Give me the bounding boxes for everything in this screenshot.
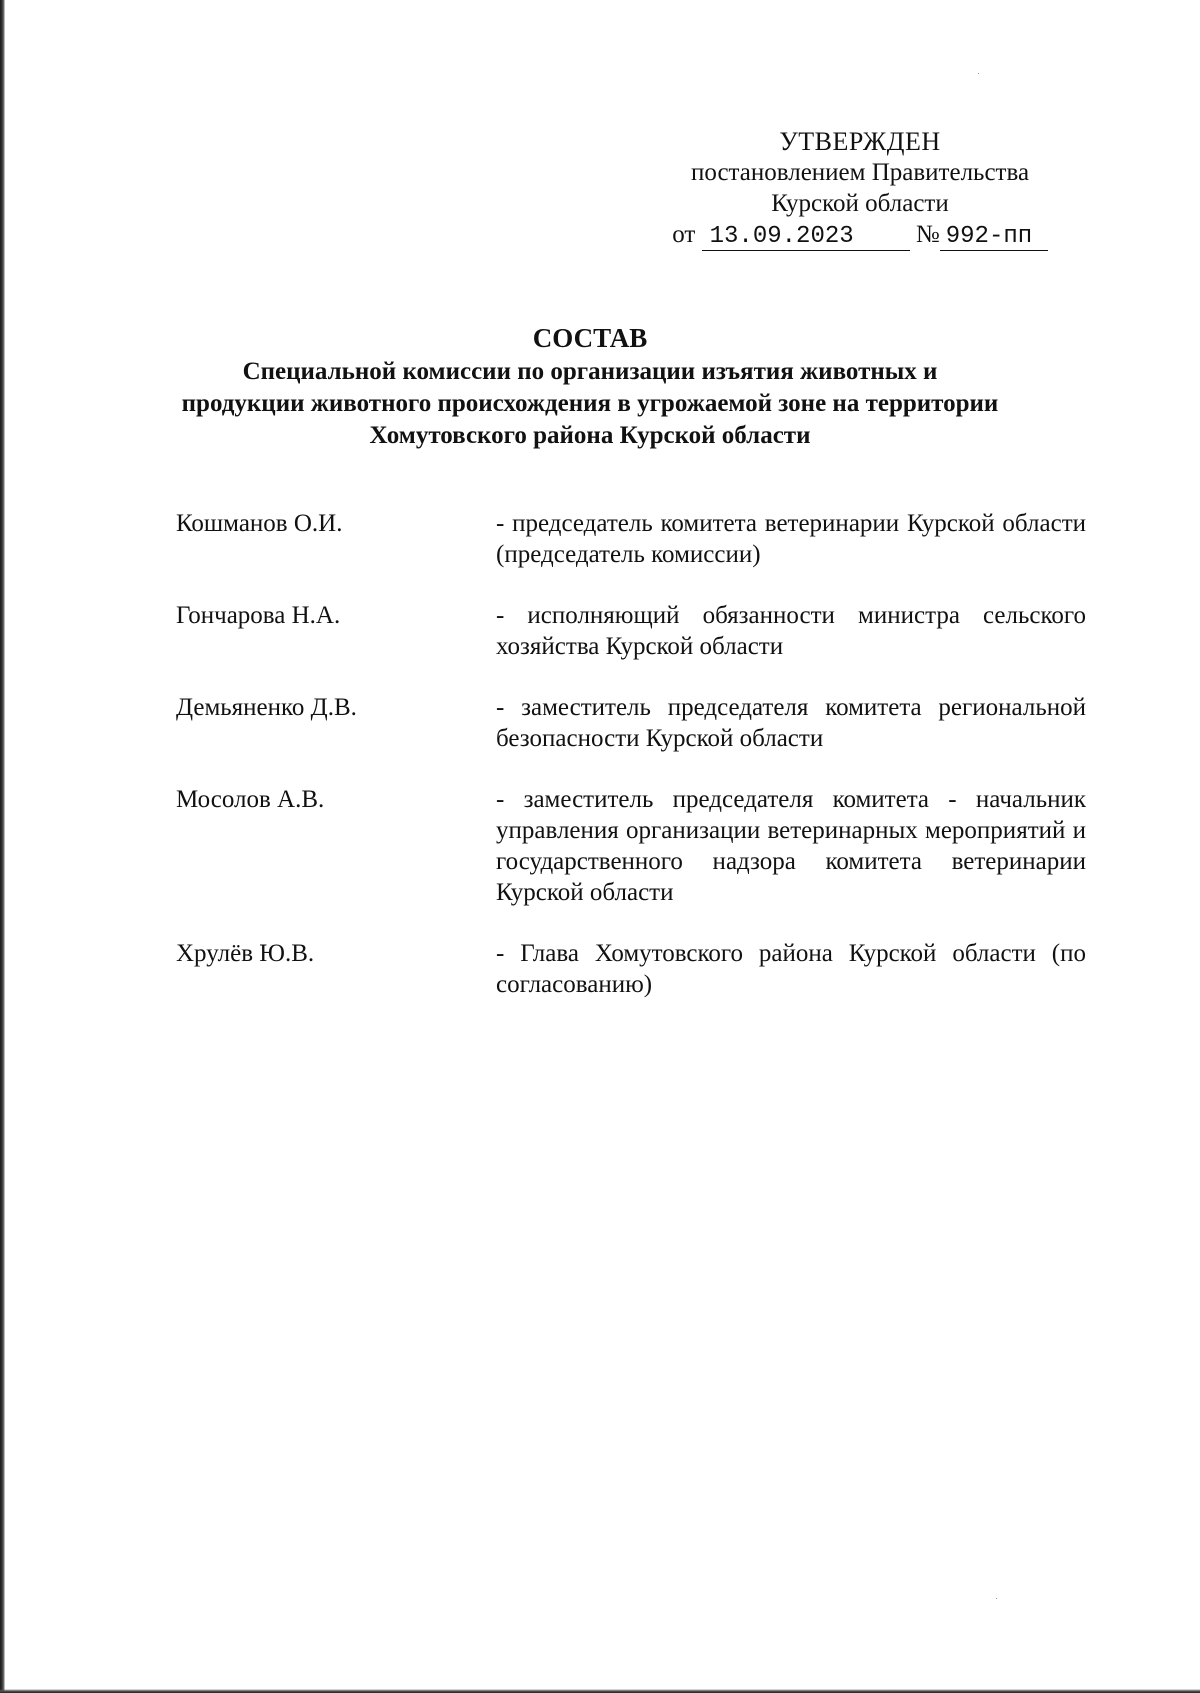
approval-block	[640, 126, 1080, 251]
member-role: - Глава Хомутовского района Курской области (по согласованию)	[496, 940, 1086, 998]
document-title: СОСТАВ	[532, 323, 648, 353]
decree-date: 13.09.2023	[702, 223, 910, 251]
member-name: Хрулёв Ю.В.	[176, 940, 315, 967]
member-row	[176, 600, 1086, 662]
member-name: Гончарова Н.А.	[176, 602, 341, 629]
member-row	[176, 692, 1086, 754]
member-row	[176, 938, 1086, 1000]
member-name: Кошманов О.И.	[176, 510, 343, 537]
scan-speck	[996, 1598, 997, 1599]
member-row	[176, 784, 1086, 908]
approval-line-2: Курской области	[771, 190, 949, 217]
approval-line-1: постановлением Правительства	[690, 159, 1030, 186]
document-subtitle: Специальной комиссии по организации изъятия животных и продукции животного происхождения в угрожаемой зоне на территории Хомутовского района Курской области	[181, 358, 999, 449]
member-name: Демьяненко Д.В.	[176, 694, 357, 721]
number-prefix: №	[915, 221, 940, 248]
member-row	[176, 508, 1086, 570]
decree-number: 992-пп	[940, 223, 1048, 251]
member-role: - исполняющий обязанности министра сельского хозяйства Курской области	[496, 602, 1086, 660]
scan-speck	[978, 73, 979, 74]
member-name: Мосолов А.В.	[176, 786, 325, 813]
scan-edge-bottom	[0, 1689, 1200, 1693]
decree-date-number	[672, 219, 1047, 251]
document-heading	[180, 320, 1000, 452]
approval-stamp: УТВЕРЖДЕН	[779, 127, 941, 156]
scan-edge-left	[0, 0, 5, 1693]
member-role: - председатель комитета ветеринарии Курской области (председатель комиссии)	[496, 510, 1086, 568]
member-role: - заместитель председателя комитета региональной безопасности Курской области	[496, 694, 1086, 752]
members-list	[176, 508, 1086, 1030]
member-role: - заместитель председателя комитета - начальник управления организации ветеринарных мероприятий и государственного надзора комитета ветеринарии Курской области	[496, 786, 1086, 906]
date-prefix: от	[672, 221, 696, 248]
